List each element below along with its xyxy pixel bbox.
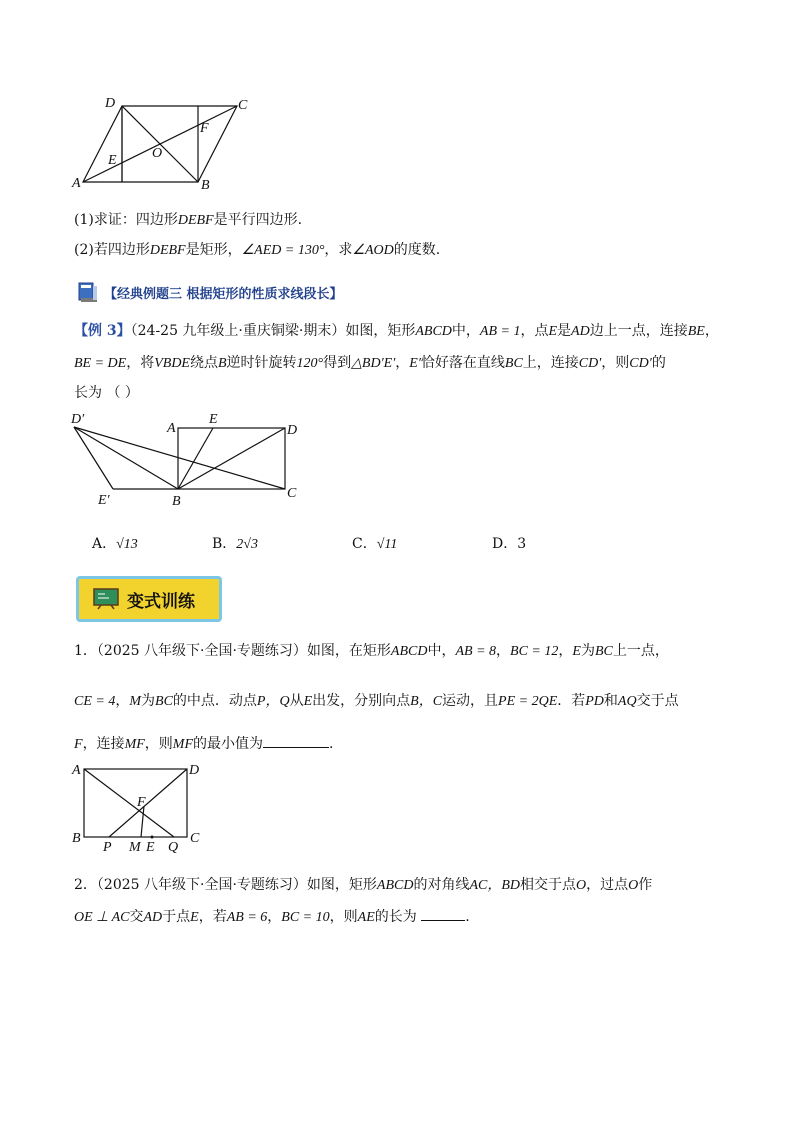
- figure-rectangle-mf: [68, 758, 218, 854]
- section-title: 【经典例题三 根据矩形的性质求线段长】: [104, 286, 343, 302]
- p2-line2: OE ⊥ AC交AD于点E，若AB = 6，BC = 10，则AE的长为 .: [74, 906, 470, 928]
- label-C: C: [238, 98, 248, 113]
- label-D: D: [189, 763, 200, 778]
- label-P: P: [103, 840, 112, 854]
- label-E: E: [209, 412, 218, 427]
- label-C: C: [190, 831, 200, 846]
- label-F: F: [137, 795, 146, 810]
- label-A: A: [167, 421, 176, 436]
- label-E: E: [108, 153, 117, 168]
- variant-title: 变式训练: [127, 591, 195, 612]
- label-D: D: [287, 423, 298, 438]
- label-B: B: [201, 178, 210, 193]
- example3-line3: 长为 （ ）: [74, 385, 139, 401]
- label-E: E: [146, 840, 155, 854]
- example3-line2: BE = DE，将VBDE绕点B逆时针旋转120°得到△BD′E′，E′恰好落在直线BC上，连接CD′，则CD′的: [74, 355, 666, 371]
- label-Dprime: D′: [71, 412, 85, 427]
- q1-part1: (1)求证：四边形DEBF是平行四边形.: [74, 212, 303, 228]
- label-A: A: [72, 763, 81, 778]
- example3-line1: 【例 3】（24-25 九年级上·重庆铜梁·期末）如图，矩形ABCD中，AB = 1，点E是AD边上一点，连接BE，: [74, 323, 719, 339]
- p1-line1: 1．（2025 八年级下·全国·专题练习）如图，在矩形ABCD中，AB = 8，BC = 12，E为BC上一点，: [74, 643, 669, 659]
- label-Q: Q: [168, 840, 179, 854]
- label-A: A: [72, 176, 81, 191]
- blackboard-icon: [93, 588, 119, 610]
- section-header: [76, 280, 343, 304]
- variant-training-banner: [76, 576, 222, 622]
- label-B: B: [72, 831, 81, 846]
- p1-line3: F，连接MF，则MF的最小值为 .: [74, 733, 333, 755]
- label-B: B: [172, 494, 181, 509]
- choice-d[interactable]: D．3: [492, 536, 527, 552]
- choice-c[interactable]: C．√11: [352, 536, 398, 552]
- label-Eprime: E′: [98, 493, 110, 508]
- figure-parallelogram: [70, 94, 260, 194]
- label-C: C: [287, 486, 297, 501]
- label-F: F: [200, 121, 209, 136]
- answer-blank-1[interactable]: [263, 733, 329, 748]
- choice-a[interactable]: A．√13: [92, 536, 138, 552]
- p2-line1: 2．（2025 八年级下·全国·专题练习）如图，矩形ABCD的对角线AC，BD相交于点O，过点O作: [74, 877, 653, 893]
- book-icon: [76, 280, 100, 304]
- q1-part2: (2)若四边形DEBF是矩形，∠AED = 130°，求∠AOD的度数.: [74, 242, 441, 258]
- p1-line2: CE = 4，M为BC的中点．动点P，Q从E出发，分别向点B，C运动，且PE = 2QE．若PD和AQ交于点: [74, 693, 679, 709]
- label-M: M: [129, 840, 141, 854]
- label-D: D: [105, 96, 116, 111]
- choice-b[interactable]: B．2√3: [212, 536, 258, 552]
- label-O: O: [152, 146, 163, 161]
- answer-blank-2[interactable]: [421, 906, 465, 921]
- figure-rotation: [68, 408, 308, 510]
